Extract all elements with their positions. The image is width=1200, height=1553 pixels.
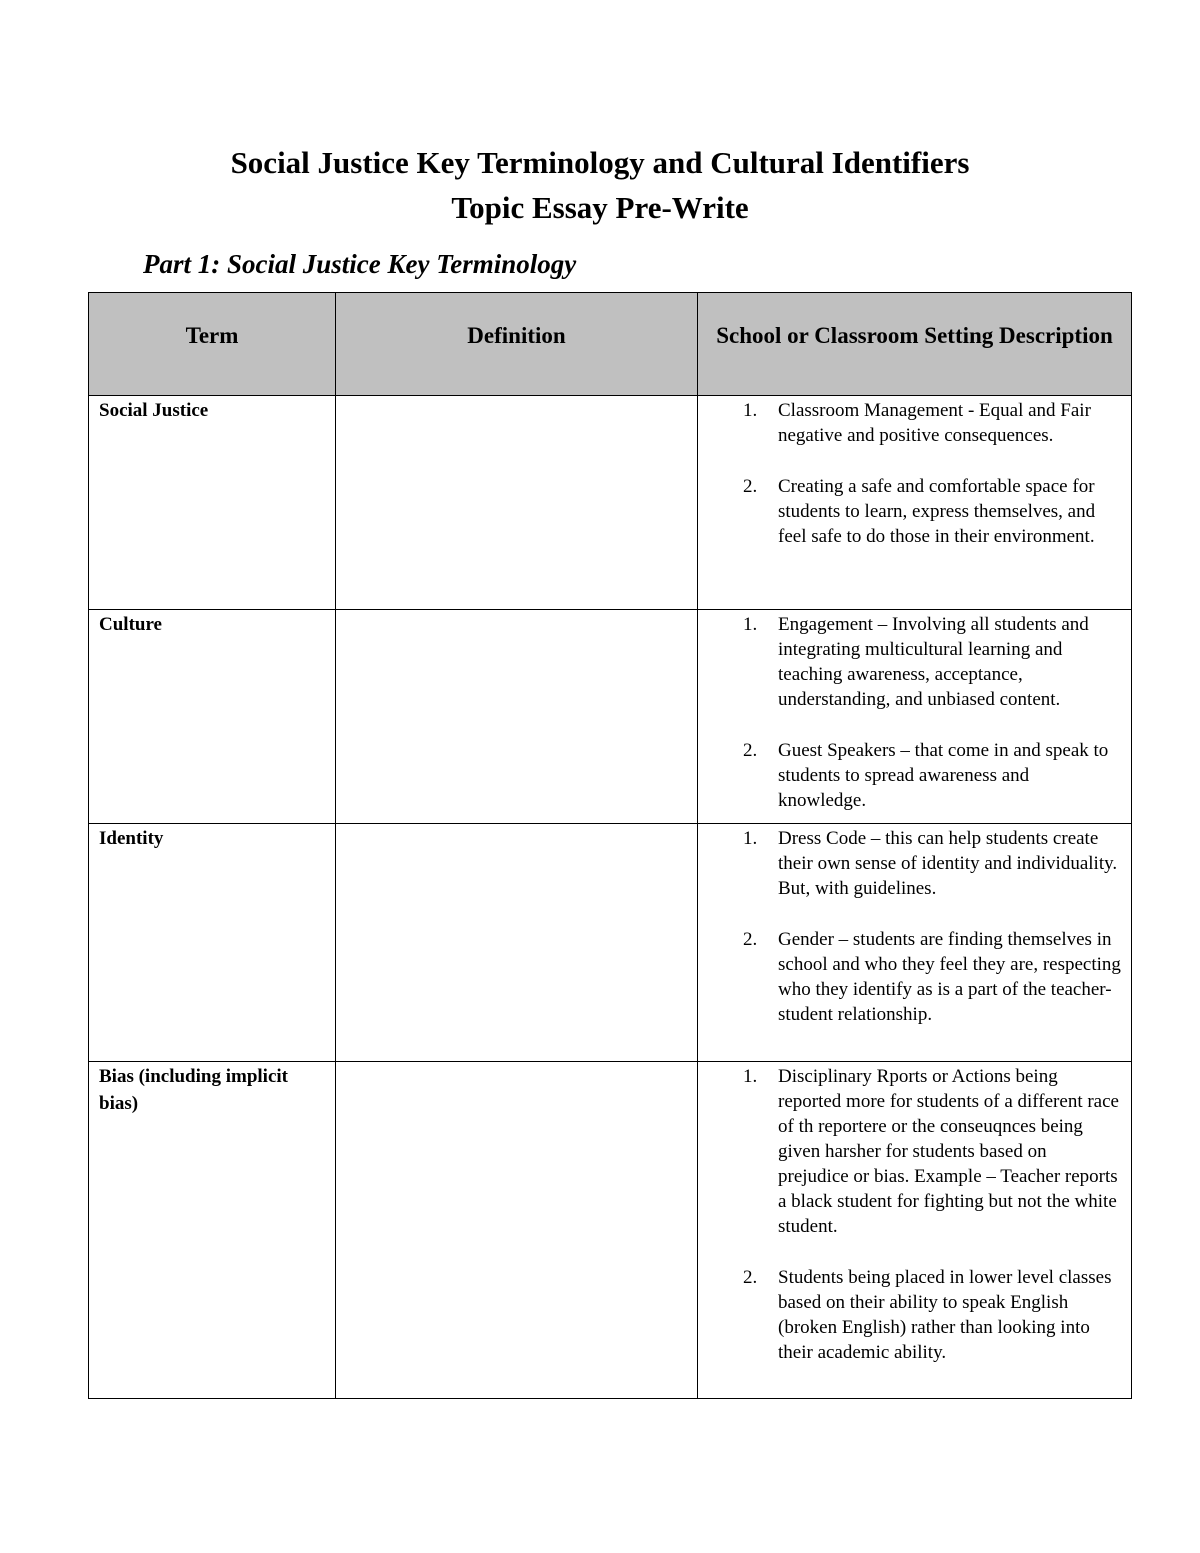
table-row (89, 610, 1132, 824)
term-cell: Bias (including implicit bias) (89, 1062, 336, 1399)
list-number: 2. (743, 476, 758, 497)
list-number: 2. (743, 1267, 758, 1288)
definition-cell[interactable] (336, 824, 698, 1062)
list-text: Engagement – Involving all students and integrating multicultural learning and teaching awareness, acceptance, understanding, and unbiased content. (778, 614, 1089, 710)
list-text: Disciplinary Rports or Actions being reported more for students of a different race of th reportere or the conseuqnces being given harsher for students based on prejudice or bias. Example – Teacher reports a black student for fighting but not the white student. (778, 1066, 1119, 1237)
term-cell: Culture (89, 610, 336, 824)
list-number: 1. (743, 1066, 758, 1087)
list-text: Creating a safe and comfortable space for students to learn, express themselves, and feel safe to do those in their environment. (778, 476, 1096, 547)
list-text: Dress Code – this can help students create their own sense of identity and individuality. But, with guidelines. (778, 828, 1118, 899)
list-text: Students being placed in lower level classes based on their ability to speak English (broken English) rather than looking into their academic ability. (778, 1267, 1112, 1363)
description-list (708, 398, 1121, 549)
header-term: Term (89, 293, 336, 396)
list-text: Guest Speakers – that come in and speak to students to spread awareness and knowledge. (778, 740, 1109, 811)
list-item (743, 1265, 1121, 1365)
definition-cell[interactable] (336, 610, 698, 824)
page-title (0, 140, 1200, 230)
definition-cell[interactable] (336, 396, 698, 610)
table-row (89, 396, 1132, 610)
list-text: Gender – students are finding themselves in school and who they feel they are, respecting who they identify as is a part of the teacher-student relationship. (778, 929, 1121, 1025)
list-item (743, 612, 1121, 712)
title-line-2: Topic Essay Pre-Write (451, 190, 749, 225)
description-cell (698, 396, 1132, 610)
description-list (708, 826, 1121, 1027)
list-text: Classroom Management - Equal and Fair negative and positive consequences. (778, 400, 1091, 446)
description-cell (698, 824, 1132, 1062)
list-number: 2. (743, 929, 758, 950)
list-number: 1. (743, 400, 758, 421)
table-row (89, 1062, 1132, 1399)
description-list (708, 612, 1121, 813)
header-description: School or Classroom Setting Description (698, 293, 1132, 396)
list-item (743, 474, 1121, 549)
term-cell: Identity (89, 824, 336, 1062)
list-item (743, 738, 1121, 813)
definition-cell[interactable] (336, 1062, 698, 1399)
part-heading: Part 1: Social Justice Key Terminology (143, 249, 577, 279)
list-item (743, 826, 1121, 901)
description-list (708, 1064, 1121, 1365)
list-item (743, 927, 1121, 1027)
table-header-row (89, 293, 1132, 396)
header-definition: Definition (336, 293, 698, 396)
description-cell (698, 610, 1132, 824)
list-item (743, 1064, 1121, 1239)
list-number: 2. (743, 740, 758, 761)
terminology-table (88, 292, 1132, 1399)
title-line-1: Social Justice Key Terminology and Cultural Identifiers (230, 145, 970, 180)
table-row (89, 824, 1132, 1062)
list-number: 1. (743, 828, 758, 849)
list-number: 1. (743, 614, 758, 635)
term-cell: Social Justice (89, 396, 336, 610)
list-item (743, 398, 1121, 448)
description-cell (698, 1062, 1132, 1399)
